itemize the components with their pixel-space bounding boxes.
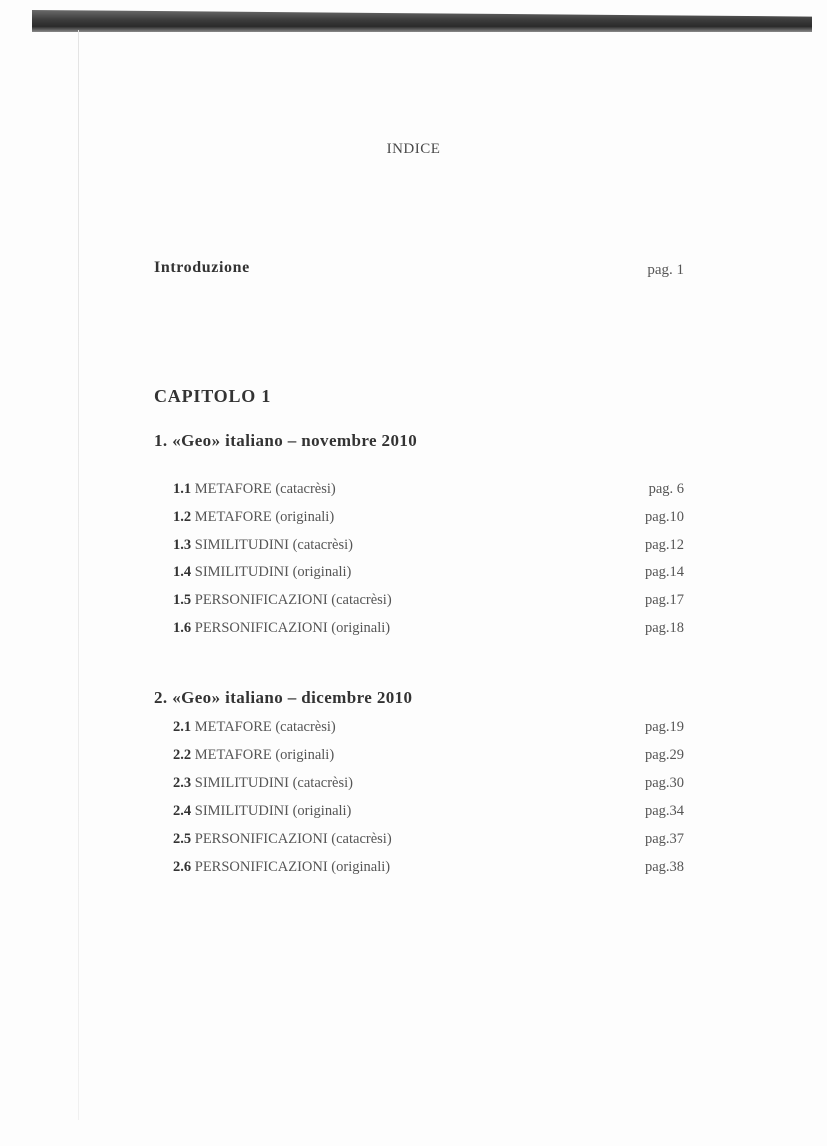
entry-number: 2.1 — [173, 719, 192, 735]
entry-number: 2.2 — [173, 747, 192, 763]
entry-number: 1.3 — [173, 537, 192, 553]
toc-entry — [173, 620, 390, 637]
entry-label: SIMILITUDINI (originali) — [194, 803, 352, 819]
scan-shadow-band — [32, 10, 812, 32]
toc-entry — [173, 859, 390, 876]
entry-number: 2.5 — [173, 831, 192, 847]
toc-entry — [173, 831, 392, 848]
scan-page-edge — [78, 30, 79, 1120]
entry-number: 1.6 — [173, 620, 192, 636]
toc-entry — [173, 803, 351, 820]
entry-page: pag.14 — [644, 564, 684, 580]
toc-entry — [173, 592, 392, 609]
entry-label: METAFORE (catacrèsi) — [194, 719, 336, 735]
entry-number: 1.4 — [173, 564, 192, 580]
section-heading-1: 1. «Geo» italiano – novembre 2010 — [154, 431, 418, 450]
entry-page: pag. 6 — [648, 481, 684, 497]
entry-number: 2.3 — [173, 775, 192, 791]
entry-number: 1.2 — [173, 509, 192, 525]
entry-label: METAFORE (originali) — [194, 509, 335, 525]
entry-label: PERSONIFICAZIONI (originali) — [194, 620, 391, 636]
toc-entry — [173, 775, 353, 792]
entry-page: pag.10 — [644, 509, 684, 525]
entry-page: pag.17 — [644, 592, 684, 608]
section-heading-2: 2. «Geo» italiano – dicembre 2010 — [154, 688, 413, 707]
entry-label: PERSONIFICAZIONI (catacrèsi) — [194, 592, 392, 608]
entry-label: PERSONIFICAZIONI (originali) — [194, 859, 391, 875]
entry-page: pag.38 — [644, 859, 684, 875]
entry-number: 2.6 — [173, 859, 192, 875]
entry-page: pag.18 — [644, 620, 684, 636]
entry-page: pag.37 — [644, 831, 684, 847]
toc-entry — [173, 747, 334, 764]
entry-label: SIMILITUDINI (originali) — [194, 564, 352, 580]
entry-number: 2.4 — [173, 803, 192, 819]
entry-number: 1.5 — [173, 592, 192, 608]
toc-entry — [173, 719, 336, 736]
entry-label: SIMILITUDINI (catacrèsi) — [194, 537, 353, 553]
entry-label: PERSONIFICAZIONI (catacrèsi) — [194, 831, 392, 847]
entry-page: pag.19 — [644, 719, 684, 735]
entry-number: 1.1 — [173, 481, 192, 497]
entry-label: METAFORE (catacrèsi) — [194, 481, 336, 497]
page-title: INDICE — [386, 141, 441, 157]
entry-page: pag.30 — [644, 775, 684, 791]
toc-entry — [173, 509, 334, 526]
toc-entry — [173, 537, 353, 554]
entry-label: METAFORE (originali) — [194, 747, 335, 763]
toc-entry — [173, 481, 336, 498]
entry-label: SIMILITUDINI (catacrèsi) — [194, 775, 353, 791]
entry-page: pag.34 — [644, 803, 684, 819]
chapter-heading: CAPITOLO 1 — [154, 386, 272, 406]
entry-page: pag.29 — [644, 747, 684, 763]
intro-label: Introduzione — [154, 259, 250, 276]
entry-page: pag.12 — [644, 537, 684, 553]
toc-entry — [173, 564, 351, 581]
intro-page: pag. 1 — [647, 262, 684, 278]
